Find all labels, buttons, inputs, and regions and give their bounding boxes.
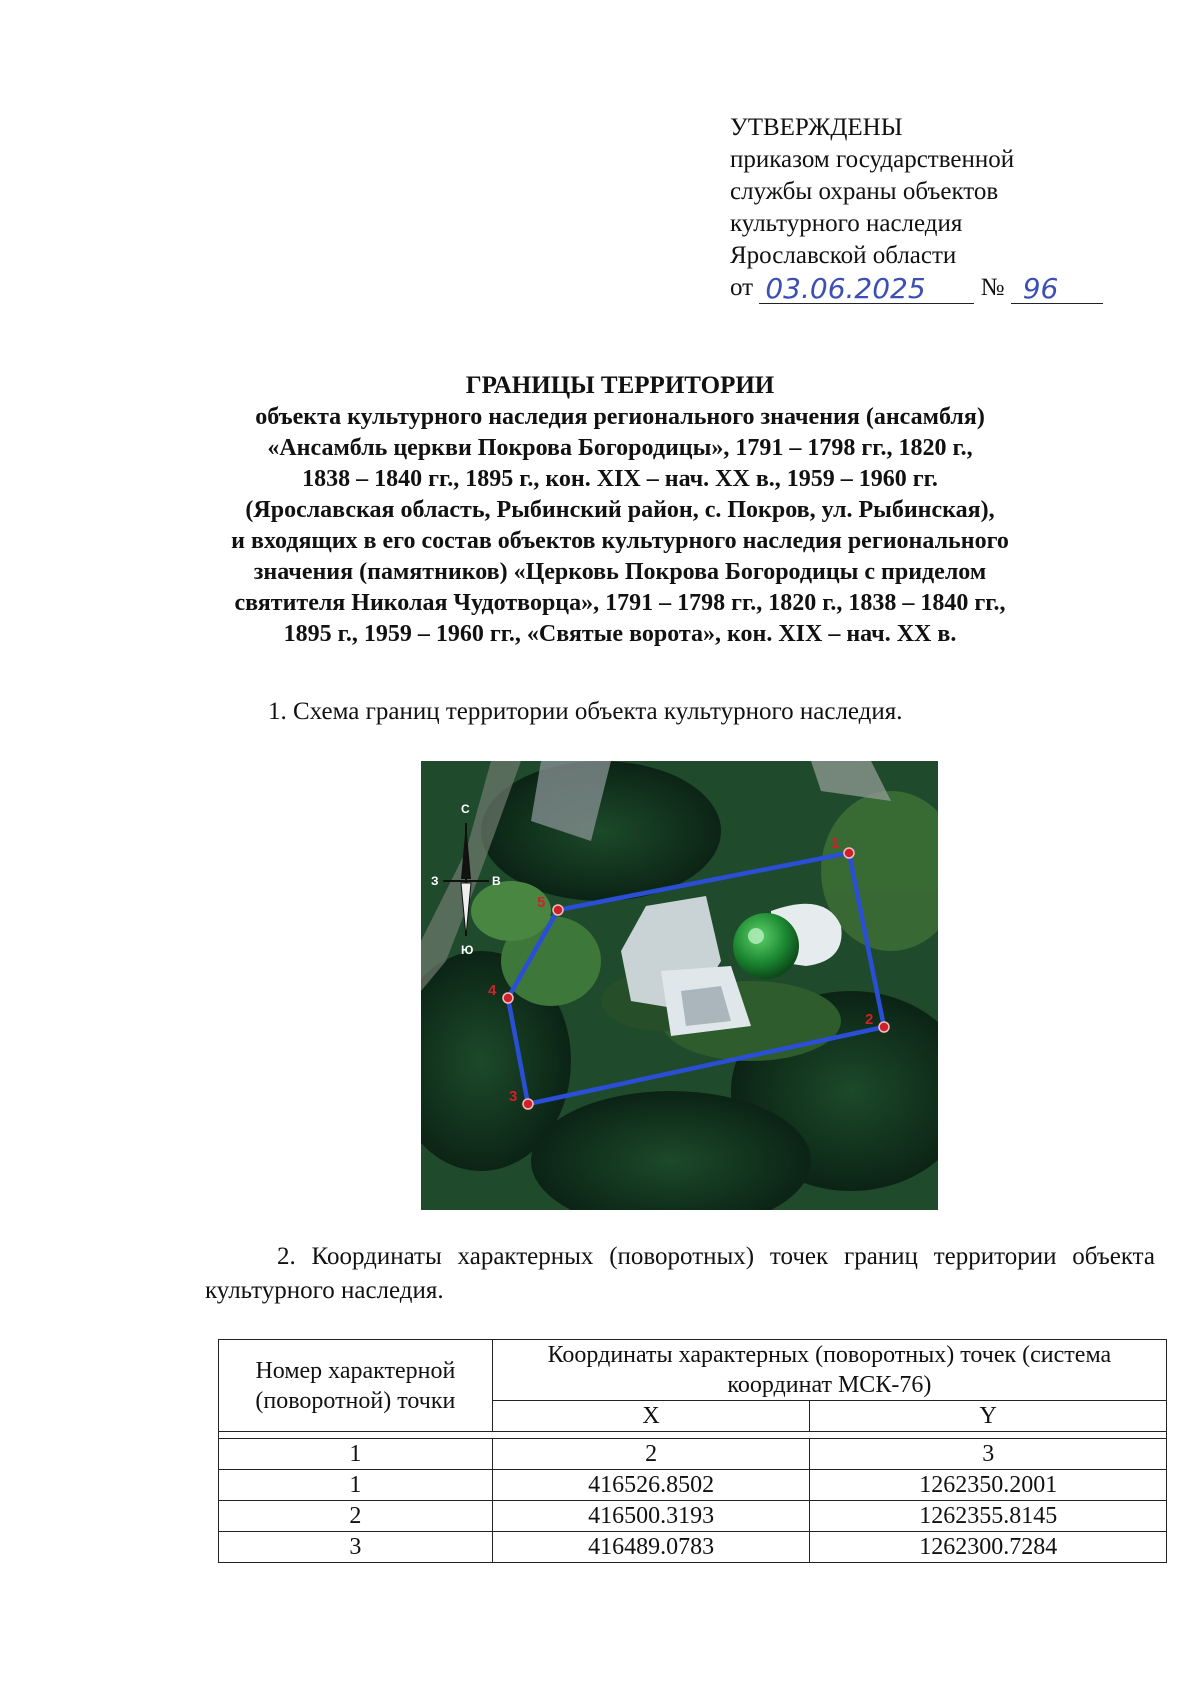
header-y: Y	[810, 1401, 1167, 1432]
title-line: и входящих в его состав объектов культурного наследия регионального	[231, 528, 1009, 554]
approval-line: культурного наследия	[730, 210, 963, 237]
column-number: 1	[219, 1439, 493, 1470]
compass-east: В	[492, 874, 501, 888]
title-line: «Ансамбль церкви Покрова Богородицы», 1791 – 1798 гг., 1820 г.,	[267, 435, 973, 461]
approval-date-line	[730, 272, 1103, 304]
number-prefix: №	[980, 274, 1005, 301]
header-coordinates: Координаты характерных (поворотных) точек (система координат МСК-76)	[492, 1340, 1166, 1401]
approval-line: приказом государственной	[730, 146, 1015, 173]
table-separator	[219, 1432, 1167, 1439]
compass-west: З	[431, 874, 439, 888]
date-prefix: от	[730, 274, 754, 301]
table-header-row	[219, 1340, 1167, 1401]
boundary-point	[503, 993, 513, 1003]
column-number: 3	[810, 1439, 1167, 1470]
title-main: ГРАНИЦЫ ТЕРРИТОРИИ	[465, 372, 775, 399]
document-title	[180, 370, 1060, 650]
boundary-point-label: 3	[509, 1088, 518, 1105]
section1-heading: 1. Схема границ территории объекта культурного наследия.	[268, 698, 903, 725]
boundary-point	[879, 1022, 889, 1032]
point-x: 416500.3193	[492, 1501, 810, 1532]
table-row	[219, 1501, 1167, 1532]
table-row	[219, 1470, 1167, 1501]
approval-heading: УТВЕРЖДЕНЫ	[730, 114, 903, 141]
column-number: 2	[492, 1439, 810, 1470]
compass-south: Ю	[461, 943, 474, 957]
table-column-numbers-row	[219, 1439, 1167, 1470]
title-line: 1895 г., 1959 – 1960 гг., «Святые ворота», кон. XIX – нач. XX в.	[283, 621, 957, 647]
header-x: X	[492, 1401, 810, 1432]
approval-line: службы охраны объектов	[730, 178, 999, 205]
boundary-point-label: 1	[831, 835, 840, 852]
boundary-point	[523, 1099, 533, 1109]
boundary-point-label: 4	[488, 982, 497, 999]
church-dome	[733, 913, 799, 979]
approval-line: Ярославской области	[730, 242, 957, 269]
boundary-point	[553, 905, 563, 915]
point-y: 1262300.7284	[810, 1532, 1167, 1563]
point-x: 416526.8502	[492, 1470, 810, 1501]
title-line: святителя Николая Чудотворца», 1791 – 1798 гг., 1820 г., 1838 – 1840 гг.,	[234, 590, 1006, 616]
point-number: 1	[219, 1470, 493, 1501]
boundary-point-label: 5	[537, 894, 546, 911]
section2-paragraph	[205, 1240, 1155, 1308]
point-number: 2	[219, 1501, 493, 1532]
coordinates-table	[218, 1339, 1167, 1563]
approval-block	[730, 112, 1103, 304]
table-row	[219, 1532, 1167, 1563]
satellite-boundary-map	[421, 761, 938, 1210]
title-line: объекта культурного наследия регионального значения (ансамбля)	[255, 404, 985, 430]
point-y: 1262355.8145	[810, 1501, 1167, 1532]
compass-north: С	[461, 802, 470, 816]
approval-number: 96	[1022, 272, 1059, 305]
title-line: (Ярославская область, Рыбинский район, с. Покров, ул. Рыбинская),	[245, 497, 995, 523]
point-x: 416489.0783	[492, 1532, 810, 1563]
approval-date: 03.06.2025	[765, 272, 926, 305]
section2-text: 2. Координаты характерных (поворотных) точек границ территории объекта культурного наследия.	[205, 1243, 1155, 1304]
header-point-number: Номер характерной (поворотной) точки	[219, 1340, 493, 1432]
title-line: значения (памятников) «Церковь Покрова Богородицы с приделом	[253, 559, 987, 585]
boundary-point	[844, 848, 854, 858]
title-line: 1838 – 1840 гг., 1895 г., кон. XIX – нач. XX в., 1959 – 1960 гг.	[302, 466, 938, 492]
point-number: 3	[219, 1532, 493, 1563]
point-y: 1262350.2001	[810, 1470, 1167, 1501]
boundary-point-label: 2	[865, 1011, 874, 1028]
